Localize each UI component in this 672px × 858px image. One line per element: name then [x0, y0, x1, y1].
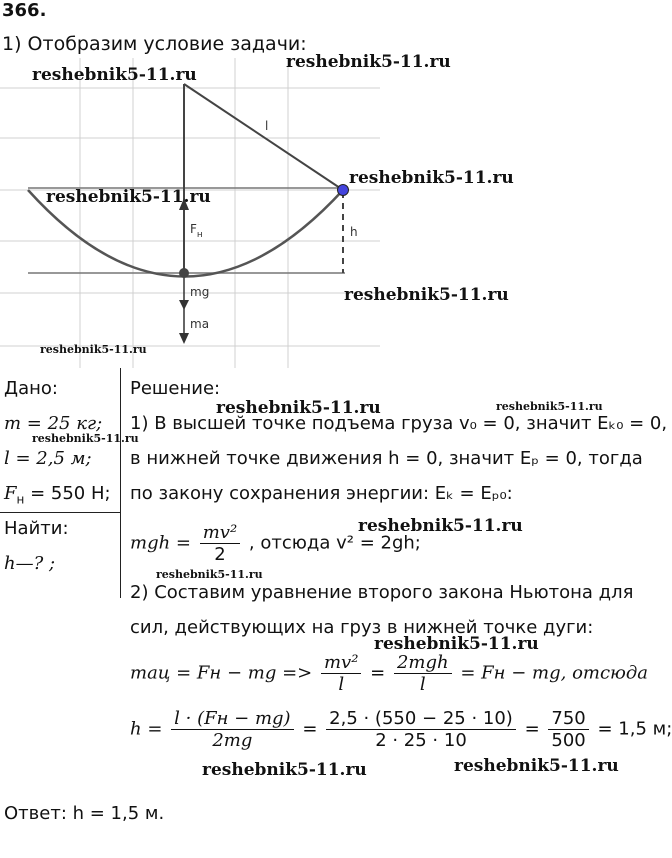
- top-point: [338, 185, 349, 196]
- watermark: reshebnik5-11.ru: [216, 398, 381, 418]
- force-mg-arrowhead: [179, 300, 189, 310]
- label-mg: mg: [190, 285, 210, 299]
- label-ma: ma: [190, 317, 210, 331]
- given-title: Дано:: [4, 378, 58, 399]
- find-value: h—? ;: [4, 553, 56, 574]
- watermark: reshebnik5-11.ru: [374, 634, 539, 654]
- given-length: l = 2,5 м;: [4, 448, 92, 469]
- solution-line-2: в нижней точке движения h = 0, значит Eₚ = 0, тогда: [130, 448, 643, 469]
- solution-line-1: 1) В высшей точке подъема груза v₀ = 0, значит Eₖ₀ = 0,: [130, 413, 668, 434]
- solution-line-7: maц = Fн − mg => $\frac{\text{mv²}}{l}$ = $\frac{\text{2mgh}}{l}$ = Fн − mg, отсюда: [130, 652, 649, 695]
- find-title: Найти:: [4, 518, 69, 539]
- watermark: reshebnik5-11.ru: [286, 52, 451, 72]
- problem-number: 366.: [2, 0, 47, 21]
- watermark: reshebnik5-11.ru: [46, 187, 211, 207]
- watermark: reshebnik5-11.ru: [454, 756, 619, 776]
- label-h: h: [350, 225, 358, 239]
- label-fn: $F_н$: [190, 222, 203, 240]
- given-mass: m = 25 кг;: [4, 413, 103, 434]
- intro-text: 1) Отобразим условие задачи:: [2, 33, 307, 55]
- solution-line-5: 2) Составим уравнение второго закона Ньютона для: [130, 582, 634, 603]
- answer-text: Ответ: h = 1,5 м.: [4, 803, 165, 824]
- watermark: reshebnik5-11.ru: [202, 760, 367, 780]
- load-point: [179, 268, 189, 278]
- solution-line-4: mgh = $\frac{\text{mv²}}{2}$ , отсюда v² = 2gh;: [130, 522, 421, 565]
- solution-line-3: по закону сохранения энергии: Eₖ = Eₚ₀:: [130, 483, 513, 504]
- watermark: reshebnik5-11.ru: [32, 432, 139, 445]
- force-ma-arrowhead: [179, 333, 189, 344]
- given-divider-horizontal: [0, 512, 120, 513]
- watermark: reshebnik5-11.ru: [358, 516, 523, 536]
- solution-line-8: h = $\frac{l \cdot (Fн - mg)}{2mg}$ = $\frac{2,5 \cdot (550 - 25 \cdot 10)}{2 \cdot 25 \cdot 10}$ = $\frac{750}{500}$ = 1,5 м;: [130, 708, 672, 751]
- solution-line-6: сил, действующих на груз в нижней точке дуги:: [130, 617, 594, 638]
- pendulum-figure: [0, 58, 380, 368]
- watermark: reshebnik5-11.ru: [349, 168, 514, 188]
- label-l: l: [265, 119, 269, 133]
- rope-l: [184, 84, 343, 190]
- watermark: reshebnik5-11.ru: [156, 568, 263, 581]
- given-force: $F_н = 550$ Н;: [4, 483, 111, 507]
- watermark: reshebnik5-11.ru: [496, 400, 603, 413]
- watermark: reshebnik5-11.ru: [32, 65, 197, 85]
- solution-title: Решение:: [130, 378, 221, 399]
- watermark: reshebnik5-11.ru: [40, 343, 147, 356]
- watermark: reshebnik5-11.ru: [344, 285, 509, 305]
- given-divider-vertical: [120, 368, 121, 598]
